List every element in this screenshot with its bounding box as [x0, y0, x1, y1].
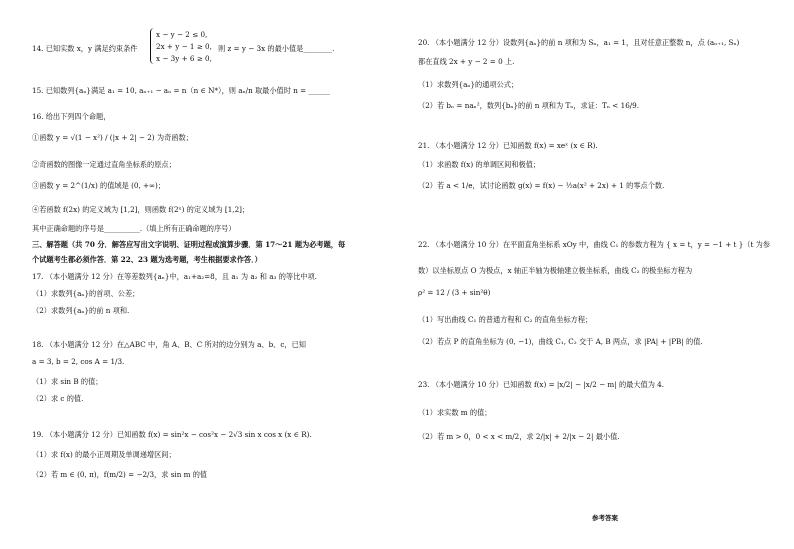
q21-stem: 21. （本小题满分 12 分）已知函数 f(x) = xeˣ (x ∈ R).	[418, 141, 598, 150]
q16-statement-1: ①函数 y = √(1 − x²) / (|x + 2| − 2) 为奇函数；	[32, 133, 193, 142]
q18-part1: （1）求 sin B 的值；	[32, 377, 103, 386]
section3-line2: 个试题考生都必须作答．第 22、23 题为选考题，考生根据要求作答．）	[32, 255, 262, 264]
q21-part1: （1）求函数 f(x) 的单调区间和极值；	[418, 160, 541, 169]
q15: 15. 已知数列{aₙ}满足 a₁ = 10, aₙ₊₁ − aₙ = n（n ∈ N*），则 aₙ/n 取最小值时 n = ______	[32, 86, 330, 95]
q16-statement-2: ②奇函数的图像一定通过直角坐标系的原点；	[32, 160, 176, 169]
q19-part2: （2）若 m ∈ (0, π)，f(m/2) = −2/3，求 sin m 的值	[32, 470, 208, 479]
q22-stem: 22. （本小题满分 10 分）在平面直角坐标系 xOy 中，曲线 C₁ 的参数方程为 { x = t，y = −1 + t }（t 为参	[418, 240, 771, 249]
answer-key-label: 参考答案	[592, 514, 618, 522]
q14-suffix: 则 z = y − 3x 的最小值是________.	[218, 44, 335, 53]
q18-given: a = 3, b = 2, cos A = 1/3.	[32, 357, 125, 366]
q23-stem: 23. （本小题满分 10 分）已知函数 f(x) = |x/2| − |x/2 − m| 的最大值为 4.	[418, 380, 665, 389]
q22-stem-2: 数）以坐标原点 O 为极点，x 轴正半轴为极轴建立极坐标系，曲线 C₂ 的极坐标方程为	[418, 266, 693, 275]
q16-intro: 16. 给出下列四个命题，	[32, 112, 111, 121]
q23-part2: （2）若 m > 0，0 < x < m/2，求 2/|x| + 2/|x − 2| 最小值.	[418, 432, 620, 441]
q22-part2: （2）若点 P 的直角坐标为 (0, −1)，曲线 C₁, C₂ 交于 A, B 两点，求 |PA| + |PB| 的值.	[418, 337, 703, 346]
q14-ineq-1: x − y − 2 ≤ 0,	[156, 30, 208, 39]
q19-part1: （1）求 f(x) 的最小正周期及单调递增区间；	[32, 450, 176, 459]
q16-answer: 其中正确命题的序号是__________.（填上所有正确命题的序号）	[32, 224, 236, 233]
q14-brace	[150, 28, 155, 64]
q20-stem-2: 都在直线 2x + y − 2 = 0 上.	[418, 57, 515, 66]
q21-part2: （2）若 a < 1/e，试讨论函数 g(x) = f(x) − ½a(x² + 2x) + 1 的零点个数.	[418, 181, 665, 190]
q20-part2: （2）若 bₙ = naₙ²，数列{bₙ}的前 n 项和为 Tₙ，求证：Tₙ < 16/9.	[418, 101, 640, 110]
q23-part1: （1）求实数 m 的值；	[418, 408, 492, 417]
q18-stem: 18. （本小题满分 12 分）在△ABC 中，角 A、B、C 所对的边分别为 a、b、c，已知	[32, 340, 306, 349]
q19-stem: 19. （本小题满分 12 分）已知函数 f(x) = sin²x − cos²x − 2√3 sin x cos x (x ∈ R).	[32, 430, 312, 439]
q20-part1: （1）求数列{aₙ}的通项公式；	[418, 80, 519, 89]
q17-stem: 17. （本小题满分 12 分）在等差数列{aₙ}中，a₁+a₂=8，且 a₁ 为 a₂ 和 a₃ 的等比中项.	[32, 272, 317, 281]
q16-statement-4: ④若函数 f(2x) 的定义域为 [1,2]，则函数 f(2ˣ) 的定义域为 [1,2]；	[32, 205, 250, 214]
q17-part1: （1）求数列{aₙ}的首项、公差；	[32, 289, 140, 298]
q14-ineq-3: x − 3y + 6 ≥ 0,	[156, 54, 212, 63]
section3-line1: 三、解答题（共 70 分．解答应写出文字说明、证明过程或演算步骤．第 17～21 题为必考题，每	[32, 240, 346, 249]
q17-part2: （2）求数列{aₙ}的前 n 项和.	[32, 306, 130, 315]
q20-stem: 20. （本小题满分 12 分）设数列{aₙ}的前 n 项和为 Sₙ，a₁ = 1，且对任意正整数 n，点 (aₙ₊₁, Sₙ)	[418, 38, 740, 47]
q22-formula: ρ² = 12 / (3 + sin²θ)	[418, 288, 491, 297]
q18-part2: （2）求 c 的值.	[32, 394, 84, 403]
q14-ineq-2: 2x + y − 1 ≥ 0,	[156, 42, 212, 51]
q16-statement-3: ③函数 y = 2^(1/x) 的值域是 (0, +∞)；	[32, 181, 166, 190]
q14-prefix: 14. 已知实数 x，y 满足约束条件	[32, 44, 138, 53]
q22-part1: （1）写出曲线 C₁ 的普通方程和 C₂ 的直角坐标方程；	[418, 315, 593, 324]
